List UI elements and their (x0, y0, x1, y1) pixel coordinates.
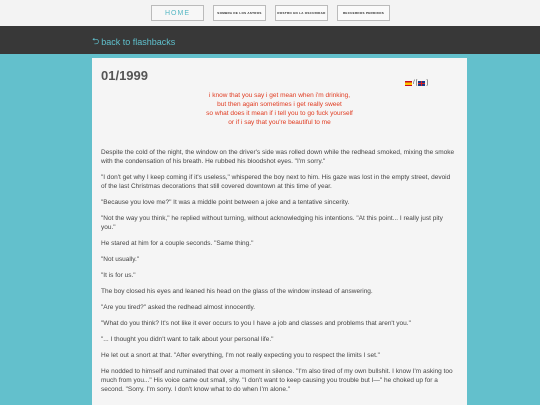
story-paragraph: "What do you think? It's not like it ever occurs to you I have a job and classes and problems that aren't you." (101, 320, 411, 327)
story-paragraph: "Not usually." (101, 256, 140, 263)
lyric-line: or if i say that you're beautiful to me (228, 119, 331, 126)
entry-date: 01/1999 (101, 68, 148, 83)
lyric-line: so what does it mean if i tell you to go fuck yourself (206, 110, 353, 117)
story-paragraph: He let out a snort at that. "After everything, I'm not really expecting you to respect the limits I set." (101, 352, 380, 359)
lyric-line: i know that you say i get mean when i'm drinking, (208, 92, 351, 99)
story-paragraph: The boy closed his eyes and leaned his head on the glass of the window instead of answering. (101, 288, 373, 295)
nav-banner-label: ROSTRO EN LA OSCURIDAD (277, 11, 326, 15)
story-paragraph: "... I thought you didn't want to talk about your personal life." (101, 336, 274, 343)
story-paragraph: "Not the way you think," he replied without turning, without acknowledging his intentions. "At this point... I really just pity you." (101, 215, 443, 231)
home-button[interactable]: HOME (151, 5, 204, 21)
lang-bracket-close: ] (426, 80, 429, 86)
nav-banner-sombra[interactable] (213, 5, 266, 21)
top-nav (0, 0, 540, 26)
nav-banner-label: SOMBRA DE LOS ASTROS (217, 11, 262, 15)
nav-banner-label: RECUERDOS PERDIDOS (342, 11, 385, 15)
language-switcher (405, 80, 428, 86)
spanish-flag-icon[interactable] (405, 81, 412, 86)
entry-panel (92, 58, 467, 405)
story-paragraph: Despite the cold of the night, the window on the driver's side was rolled down while the redhead smoked, mixing the smoke with the condensation of his breath. He rubbed his bloodshot eyes. "I'm sorry." (101, 149, 455, 165)
lyrics-block (92, 91, 467, 127)
story-paragraph: "It is for us." (101, 272, 136, 279)
nav-banner-rostro[interactable] (275, 5, 328, 21)
lang-bracket-open: [ (415, 80, 418, 86)
nav-banner-recuerdos[interactable] (337, 5, 390, 21)
header-bar (0, 26, 540, 54)
back-to-flashbacks-link[interactable] (92, 34, 175, 50)
story-paragraph: He nodded to himself and ruminated that over a moment in silence. "I'm also tired of my own bullshit. I know I'm asking too much from you..." His voice came out small, shy. "I don't want to keep causing you trouble but I—" he choked up for a second. "Sorry. I'm sorry. I don't know what to do when I'm alone." (101, 368, 453, 393)
story-paragraph: "I don't get why I keep coming if it's useless," whispered the boy next to him. His gaze was lost in the empty street, devoid of the last Christmas decorations that still covered downtown at this time of year. (101, 174, 451, 190)
back-link-label: back to flashbacks (101, 37, 176, 47)
story-paragraph: "Because you love me?" It was a middle point between a joke and a tentative sincerity. (101, 199, 350, 206)
uk-flag-icon[interactable] (415, 80, 425, 86)
lang-separator: / (413, 80, 415, 86)
lyric-line: but then again sometimes i get really sweet (217, 101, 342, 108)
story-text (101, 148, 457, 401)
return-arrow-icon: ⮌ (92, 36, 100, 46)
story-paragraph: "Are you tired?" asked the redhead almost innocently. (101, 304, 256, 311)
story-paragraph: He stared at him for a couple seconds. "Same thing." (101, 240, 254, 247)
